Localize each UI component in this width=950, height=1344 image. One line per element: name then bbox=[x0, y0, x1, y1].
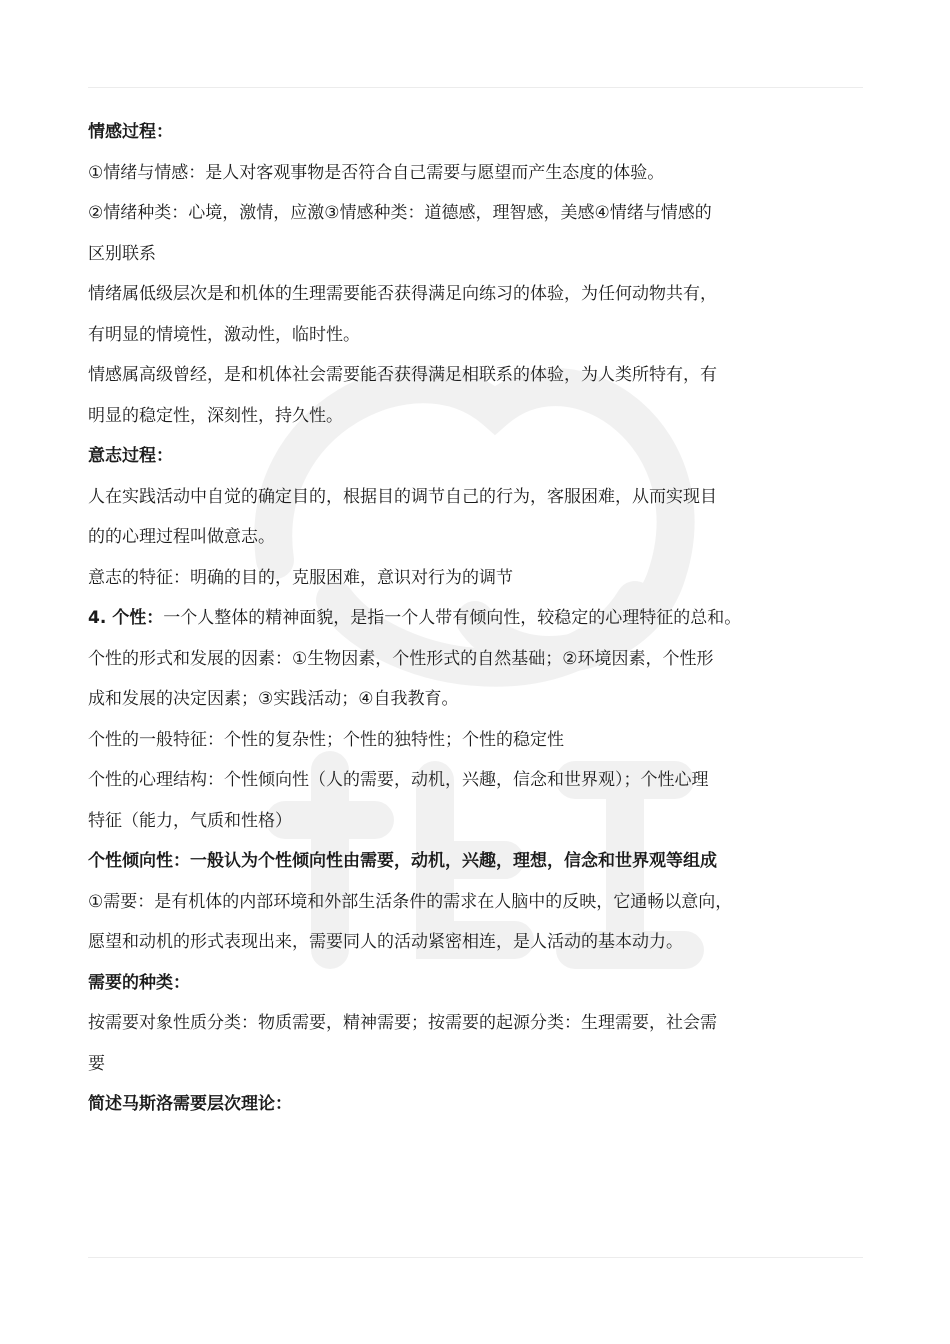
document-body bbox=[88, 112, 878, 1125]
text-line: 人在实践活动中自觉的确定目的，根据目的调节自己的行为，客服困难，从而实现目 bbox=[88, 486, 717, 507]
text-line: 愿望和动机的形式表现出来，需要同人的活动紧密相连，是人活动的基本动力。 bbox=[88, 932, 683, 952]
text-line: 情绪属低级层次是和机体的生理需要能否获得满足向练习的体验，为任何动物共有， bbox=[88, 284, 717, 304]
text-line: ①情绪与情感：是人对客观事物是否符合自己需要与愿望而产生态度的体验。 bbox=[88, 162, 665, 183]
text-line: 按需要对象性质分类：物质需要，精神需要；按需要的起源分类：生理需要，社会需 bbox=[88, 1013, 717, 1033]
text-line: 个性的形式和发展的因素：①生物因素，个性形式的自然基础；②环境因素，个性形 bbox=[88, 648, 714, 669]
inline-text: 一个人整体的精神面貌，是指一个人带有倾向性，较稳定的心理特征的总和。 bbox=[163, 608, 742, 628]
text-line: ①需要：是有机体的内部环境和外部生活条件的需求在人脑中的反映，它通畅以意向， bbox=[88, 891, 733, 912]
section-heading: 需要的种类： bbox=[88, 972, 190, 993]
footer-rule bbox=[88, 1257, 863, 1258]
text-line: 个性的一般特征：个性的复杂性；个性的独特性；个性的稳定性 bbox=[88, 729, 564, 750]
text-line: 成和发展的决定因素；③实践活动；④自我教育。 bbox=[88, 689, 459, 709]
text-line: ②情绪种类：心境，激情，应激③情感种类：道德感，理智感，美感④情绪与情感的 bbox=[88, 203, 712, 223]
header-rule bbox=[88, 87, 863, 88]
text-line: 情感属高级曾经，是和机体社会需要能否获得满足相联系的体验，为人类所特有，有 bbox=[88, 365, 717, 385]
text-line: 的的心理过程叫做意志。 bbox=[88, 527, 275, 547]
text-line: 要 bbox=[88, 1053, 105, 1074]
text-line: 有明显的情境性，激动性，临时性。 bbox=[88, 324, 360, 345]
section-heading: 简述马斯洛需要层次理论： bbox=[88, 1094, 292, 1114]
text-line: 意志的特征：明确的目的，克服困难，意识对行为的调节 bbox=[88, 567, 513, 588]
section-heading: 情感过程： bbox=[88, 122, 173, 142]
section-heading: 意志过程： bbox=[88, 446, 173, 466]
text-line: 个性的心理结构：个性倾向性（人的需要，动机，兴趣，信念和世界观）；个性心理 bbox=[88, 770, 709, 790]
section-heading: 个性倾向性：一般认为个性倾向性由需要，动机，兴趣，理想，信念和世界观等组成 bbox=[88, 851, 717, 871]
text-line: 明显的稳定性，深刻性，持久性。 bbox=[88, 405, 343, 426]
text-line: 区别联系 bbox=[88, 243, 156, 264]
inline-heading: 4. 个性： bbox=[88, 608, 164, 628]
text-line bbox=[88, 598, 878, 639]
text-line: 特征（能力，气质和性格） bbox=[88, 810, 292, 831]
